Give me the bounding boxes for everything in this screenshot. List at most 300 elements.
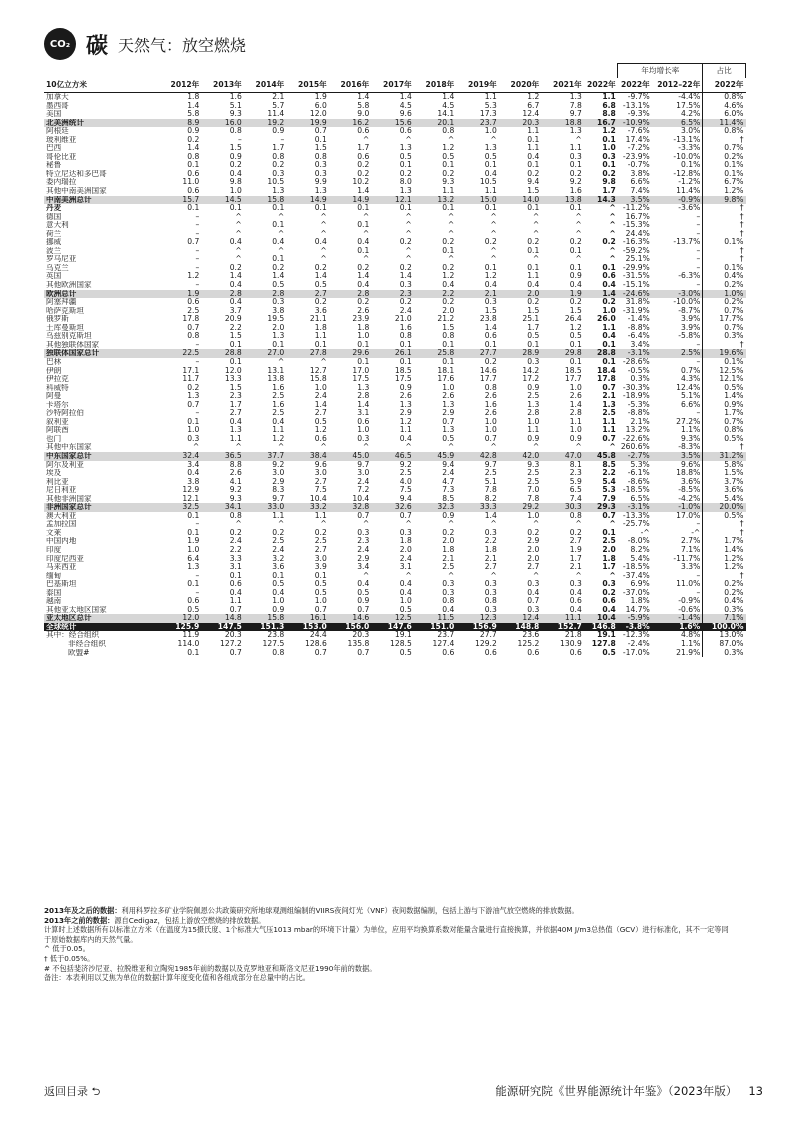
table-cell: 0.6	[357, 152, 370, 161]
table-cell: 17.7	[479, 375, 497, 384]
table-cell: 23.7	[456, 119, 499, 128]
table-cell: 0.4	[442, 281, 455, 290]
table-cell: ^	[235, 255, 242, 264]
table-cell: 0.2	[484, 238, 497, 247]
table-cell: 4.5	[399, 101, 412, 110]
table-cell: 1.2%	[703, 563, 746, 572]
table-cell: 0.6	[357, 417, 370, 426]
table-cell: 0.6	[187, 597, 200, 606]
table-cell: –	[696, 246, 701, 255]
table-cell: 0.6	[484, 332, 497, 341]
table-cell: 0.1	[399, 340, 412, 349]
note-text: 源自Cedigaz，包括上游放空燃烧的排放数据。	[114, 915, 266, 925]
table-cell: –	[195, 520, 200, 529]
table-cell: ^	[609, 571, 616, 580]
table-cell: -31.9%	[622, 306, 650, 315]
page-title: 碳	[86, 33, 109, 59]
table-cell: 0.1	[229, 571, 242, 580]
row-label: 其他独联体国家	[46, 340, 100, 349]
table-cell: 0.1	[442, 340, 455, 349]
table-cell: ^	[235, 443, 242, 452]
table-cell: –	[195, 221, 200, 230]
table-cell: 0.7	[602, 383, 616, 392]
page-footer	[495, 1083, 763, 1099]
table-cell: 9.2	[569, 178, 582, 187]
table-row	[44, 580, 746, 589]
row-label: 加拿大	[46, 92, 69, 101]
table-cell: 2.9	[357, 554, 370, 563]
table-cell: 8.3	[272, 486, 285, 495]
row-label: 意大利	[46, 221, 69, 230]
table-cell: 0.1	[357, 204, 370, 213]
table-cell: -24.6%	[618, 290, 652, 299]
table-cell: 0.3	[187, 434, 200, 443]
table-cell: 9.4	[399, 494, 412, 503]
table-cell: 0.2	[272, 161, 285, 170]
table-cell: -13.7%	[673, 238, 701, 247]
table-cell: 0.8	[399, 332, 412, 341]
table-cell: 1.0	[314, 597, 327, 606]
table-cell: 6.5%	[652, 119, 703, 128]
table-cell: ^	[447, 212, 455, 221]
table-cell: 0.9	[272, 605, 285, 614]
table-cell: 0.6	[569, 648, 582, 657]
table-cell: 0.6	[399, 127, 412, 136]
table-cell: 2.3	[371, 290, 414, 299]
table-cell: 0.1	[187, 580, 200, 589]
table-cell: 0.5	[187, 605, 200, 614]
table-row	[44, 495, 746, 504]
table-cell: ^	[235, 229, 242, 238]
table-cell: 1.9	[314, 92, 327, 101]
table-cell: 1.4	[442, 92, 455, 101]
table-cell: -25.7%	[622, 520, 650, 529]
table-cell: 1.4	[357, 400, 370, 409]
table-cell: 5.4	[602, 477, 616, 486]
table-cell: 18.4	[597, 366, 616, 375]
table-cell: 1.0	[229, 187, 242, 196]
table-cell: 2.3	[569, 469, 582, 478]
table-cell: 1.7	[602, 563, 616, 572]
table-row	[44, 614, 746, 623]
table-cell: 12.1	[371, 196, 414, 205]
table-cell: 1.8	[187, 92, 200, 101]
table-cell: 6.6%	[630, 178, 650, 187]
table-cell: 0.4	[229, 588, 242, 597]
table-cell: 151.0	[414, 623, 457, 632]
note-text: 计算时上述数据所有以标准立方米（在温度为15摄氏度、1个标准大气压1013 mbar的环境下计量）为单位，应用平均换算系数对能量含量进行直接换算，并依据40M J/m3总热值（GCV）进行标准化，其不一定等同	[44, 925, 729, 935]
table-cell: 0.3%	[703, 332, 746, 341]
table-cell: 156.9	[456, 623, 499, 632]
table-row	[44, 281, 746, 290]
table-cell: 0.3	[569, 580, 582, 589]
table-cell: 1.3	[442, 400, 455, 409]
column-header: 2022年	[584, 78, 618, 93]
note-line	[44, 916, 746, 926]
table-cell: 3.3	[229, 554, 242, 563]
table-cell: –	[696, 340, 701, 349]
table-cell: 9.3%	[681, 434, 701, 443]
row-label: 非经合组织	[68, 640, 106, 648]
table-cell: 114.0	[177, 640, 200, 648]
table-cell: 0.5%	[703, 512, 746, 521]
table-cell: 1.2	[602, 127, 616, 136]
table-cell: 2.4	[357, 545, 370, 554]
table-cell: 0.8%	[703, 426, 746, 435]
row-label: 波兰	[46, 246, 62, 255]
table-cell: ^	[277, 246, 285, 255]
table-cell: 0.1	[602, 357, 616, 366]
table-cell: 0.8	[229, 511, 242, 520]
table-cell: 0.7	[229, 648, 242, 657]
table-cell: 24.4%	[625, 229, 650, 238]
table-cell: 1.4	[314, 400, 327, 409]
row-label: 越南	[46, 597, 62, 606]
table-cell: 1.2	[527, 92, 540, 101]
table-cell: 17.5	[394, 375, 412, 384]
table-cell: ^	[490, 520, 497, 529]
table-cell: 1.8	[602, 554, 616, 563]
table-cell: 0.2	[442, 298, 455, 307]
table-cell: 0.1	[314, 135, 327, 144]
table-cell: 1.6	[229, 92, 242, 101]
note-text: # 不包括斐济沙尼亚、拉脱维亚和立陶宛1985年前的数据以及克罗地亚和斯洛文尼亚1990年前的数据。	[44, 963, 377, 973]
table-row	[44, 606, 746, 615]
table-cell: ^	[532, 212, 540, 221]
table-cell: -1.4%	[627, 315, 650, 324]
table-cell: 2.7	[484, 563, 497, 572]
table-cell: ^	[609, 221, 616, 230]
table-cell: 87.0%	[703, 640, 746, 649]
table-cell: 42.0	[499, 452, 542, 461]
table-cell: 2.1	[602, 392, 616, 401]
table-cell: 0.1	[484, 161, 497, 170]
table-cell: 2.8	[357, 392, 370, 401]
table-cell: ^	[320, 229, 327, 238]
row-label: 孟加拉国	[46, 520, 77, 529]
table-cell: 4.3%	[681, 375, 701, 384]
note-line	[44, 964, 746, 974]
table-cell: 1.7%	[703, 409, 746, 418]
column-header: 2022年	[703, 78, 746, 93]
table-cell: 10.4	[584, 614, 618, 623]
table-cell: 0.1	[187, 528, 200, 537]
note-line	[44, 944, 746, 954]
table-cell: -8.5%	[678, 486, 701, 495]
table-cell: 1.5	[229, 144, 242, 153]
table-row	[44, 332, 746, 341]
table-cell: 15.8	[244, 196, 287, 205]
row-label: 委内瑞拉	[46, 178, 77, 187]
table-cell: 2.0	[399, 545, 412, 554]
table-cell: 0.1	[569, 246, 582, 255]
table-cell: 17.5%	[676, 101, 701, 110]
table-cell: 1.5%	[703, 469, 746, 478]
table-cell: 3.1	[399, 563, 412, 572]
table-cell: 32.3	[414, 503, 457, 512]
table-cell: 0.4	[602, 332, 616, 341]
table-cell: 0.1	[187, 511, 200, 520]
table-cell: 0.5	[399, 605, 412, 614]
table-cell: 2.0	[442, 306, 455, 315]
table-cell: 1.2	[314, 426, 327, 435]
table-cell: 23.9	[352, 315, 370, 324]
table-cell: 0.5	[399, 152, 412, 161]
table-row	[44, 324, 746, 333]
table-cell: 1.5	[527, 187, 540, 196]
table-cell: 19.5	[267, 315, 285, 324]
table-cell: 0.1%	[703, 170, 746, 179]
table-cell: 0.2	[399, 263, 412, 272]
table-cell: 0.1	[527, 161, 540, 170]
table-cell: 20.9	[224, 315, 242, 324]
table-cell: 0.3	[527, 580, 540, 589]
table-cell: 130.9	[560, 640, 582, 648]
table-cell: -4.2%	[678, 494, 701, 503]
table-cell: 1.1	[314, 511, 327, 520]
table-cell: ^	[320, 212, 327, 221]
table-cell: 0.9	[527, 434, 540, 443]
table-cell: 32.8	[329, 503, 372, 512]
back-to-contents-link[interactable]: 返回目录 ⮌	[44, 1085, 101, 1098]
table-cell: ^	[575, 571, 582, 580]
table-cell: 0.3	[272, 169, 285, 178]
table-cell: 3.9%	[681, 315, 701, 324]
table-cell: 8.5	[602, 460, 616, 469]
table-cell: ^	[575, 135, 582, 144]
note-line	[44, 973, 746, 983]
table-cell: 7.5	[314, 486, 327, 495]
table-cell: 0.3	[484, 605, 497, 614]
table-cell: 1.3	[569, 127, 582, 136]
table-cell: 2.2	[414, 290, 457, 299]
column-header: 2021年	[541, 78, 584, 93]
table-cell: 1.0	[484, 127, 497, 136]
table-cell: 0.2	[484, 357, 497, 366]
table-cell: 0.5	[602, 648, 616, 657]
table-cell: 7.4%	[630, 187, 650, 196]
table-cell: ^	[362, 212, 370, 221]
table-cell: 23.8	[479, 315, 497, 324]
table-cell: 0.1	[569, 263, 582, 272]
table-cell: -10.0%	[673, 152, 701, 161]
table-cell: 0.1	[602, 161, 616, 170]
table-cell: 19.1	[394, 631, 412, 640]
table-row	[44, 426, 746, 435]
table-cell: 8.1	[569, 460, 582, 469]
table-cell: 3.4	[187, 460, 200, 469]
table-cell: 2.4	[399, 306, 412, 315]
table-cell: 5.4%	[630, 554, 650, 563]
table-cell: 32.6	[371, 503, 414, 512]
table-cell: 0.8	[442, 332, 455, 341]
table-cell: 135.8	[347, 640, 370, 648]
row-label: 中南美洲总计	[44, 196, 159, 205]
table-cell: 3.3%	[681, 563, 701, 572]
table-cell: ^	[405, 221, 412, 230]
table-cell: 0.7	[314, 605, 327, 614]
table-cell: 2.7	[286, 290, 329, 299]
table-cell: -8.0%	[627, 537, 650, 546]
table-cell: 2.0	[442, 537, 455, 546]
table-cell: 0.3%	[703, 649, 746, 658]
table-cell: 1.5	[484, 306, 497, 315]
table-cell: 0.1	[602, 135, 616, 144]
table-cell: 0.2	[442, 238, 455, 247]
table-cell: 0.4	[187, 469, 200, 478]
table-cell: 9.0	[357, 110, 370, 119]
table-cell: -8.8%	[627, 409, 650, 418]
table-cell: 20.3	[224, 631, 242, 640]
table-cell: 0.5	[272, 580, 285, 589]
table-cell: 0.1	[527, 263, 540, 272]
table-cell: -15.1%	[622, 281, 650, 290]
table-cell: ^	[362, 255, 370, 264]
table-cell: 0.4	[527, 152, 540, 161]
share-group-header: 占比	[703, 64, 746, 79]
row-label: 科威特	[46, 383, 69, 392]
table-cell: 16.0	[201, 119, 244, 128]
table-cell: 1.2%	[703, 187, 746, 196]
table-cell: 1.4%	[703, 546, 746, 555]
table-cell: 14.7%	[625, 605, 650, 614]
table-cell: 21.8	[564, 631, 582, 640]
table-cell: 11.1	[541, 614, 584, 623]
table-cell: ^	[490, 212, 497, 221]
table-cell: 0.8	[569, 511, 582, 520]
table-cell: 0.2%	[703, 153, 746, 162]
table-cell: -11.7%	[673, 554, 701, 563]
table-cell: 4.1	[229, 477, 242, 486]
row-label: 印度尼西亚	[46, 554, 84, 563]
table-cell: 0.1	[399, 357, 412, 366]
table-cell: 0.7	[357, 648, 370, 657]
table-cell: 0.3	[272, 298, 285, 307]
table-cell: 1.3	[399, 400, 412, 409]
table-cell: 0.2	[442, 263, 455, 272]
table-cell: 0.2%	[703, 281, 746, 290]
table-cell: 2.1	[569, 563, 582, 572]
table-cell: -3.6%	[678, 204, 701, 213]
table-cell: 27.2%	[676, 417, 701, 426]
table-cell: -2.7%	[618, 452, 652, 461]
table-cell: 1.3	[357, 383, 370, 392]
table-cell: †	[703, 443, 746, 452]
table-cell: 2.4	[442, 469, 455, 478]
table-cell: ^	[235, 221, 242, 230]
table-cell: 128.6	[305, 640, 327, 648]
table-cell: ^	[405, 571, 412, 580]
table-cell: 1.0	[484, 426, 497, 435]
table-cell: -23.9%	[622, 152, 650, 161]
table-cell: 46.5	[371, 452, 414, 461]
table-cell: 260.6%	[620, 443, 650, 452]
table-cell: 3.0	[272, 469, 285, 478]
table-cell: 3.6	[272, 563, 285, 572]
table-cell: 20.0%	[703, 503, 746, 512]
table-cell: 127.2	[220, 640, 242, 648]
table-row	[44, 349, 746, 358]
table-cell: 1.7	[602, 187, 616, 196]
table-cell: 11.0	[182, 178, 200, 187]
table-cell: 0.6	[602, 272, 616, 281]
table-cell: 1.2	[569, 323, 582, 332]
table-cell: †	[703, 529, 746, 538]
table-cell: 2.5	[602, 537, 616, 546]
table-cell: 0.5	[399, 648, 412, 657]
table-cell: -29.9%	[622, 263, 650, 272]
table-cell: 0.9%	[703, 401, 746, 410]
table-cell: 0.1	[187, 204, 200, 213]
table-cell: 3.5%	[652, 452, 703, 461]
table-cell: 5.8	[357, 101, 370, 110]
table-cell: 1.1	[314, 332, 327, 341]
table-cell: 0.5	[314, 588, 327, 597]
table-cell: 7.8	[484, 486, 497, 495]
table-cell: 1.6	[569, 187, 582, 196]
table-cell: 0.8	[442, 597, 455, 606]
table-cell: 17.8	[182, 315, 200, 324]
table-cell: 33.3	[456, 503, 499, 512]
table-cell: 1.1	[229, 434, 242, 443]
table-body	[44, 93, 746, 658]
table-cell: 25.1%	[625, 255, 650, 264]
table-cell: ^	[362, 443, 370, 452]
table-cell: 1.1	[527, 144, 540, 153]
table-cell: 2.9	[399, 409, 412, 418]
table-cell: 1.7	[357, 144, 370, 153]
row-label: 巴基斯坦	[46, 580, 77, 589]
table-cell: 45.9	[414, 452, 457, 461]
table-cell: ^	[532, 229, 540, 238]
table-cell: ^	[447, 255, 455, 264]
table-cell: 0.6	[484, 648, 497, 657]
table-row	[44, 367, 746, 376]
table-cell: -3.8%	[618, 623, 652, 632]
table-cell: 3.8	[272, 306, 285, 315]
table-cell: 14.1	[437, 110, 455, 119]
table-cell: 2.9	[272, 477, 285, 486]
table-cell: 0.4	[569, 588, 582, 597]
table-cell: ^	[235, 520, 242, 529]
table-cell: ^	[609, 246, 616, 255]
row-label: 阿联酋	[46, 426, 69, 435]
table-cell: –	[696, 212, 701, 221]
row-label: 利比亚	[46, 477, 69, 486]
row-label: 中东国家总计	[44, 452, 159, 461]
table-cell: 2.6	[357, 306, 370, 315]
table-cell: 0.9	[187, 127, 200, 136]
table-cell: 5.1	[484, 477, 497, 486]
table-row	[44, 503, 746, 512]
table-cell: 0.6	[569, 597, 582, 606]
table-cell: 4.0	[399, 477, 412, 486]
table-cell: 0.8	[484, 383, 497, 392]
table-cell: -18.9%	[622, 392, 650, 401]
table-cell: 0.2	[527, 528, 540, 537]
table-cell: 12.0	[309, 110, 327, 119]
table-cell: -11.2%	[622, 204, 650, 213]
table-cell: 2.5	[272, 537, 285, 546]
table-cell: ^	[362, 520, 370, 529]
table-cell: 2.4	[272, 545, 285, 554]
table-cell: 0.1	[399, 161, 412, 170]
table-cell: 0.4	[602, 605, 616, 614]
table-cell: 0.1	[602, 340, 616, 349]
table-cell: 0.1	[314, 340, 327, 349]
row-label: 其他欧洲国家	[46, 281, 92, 290]
table-row	[44, 375, 746, 384]
